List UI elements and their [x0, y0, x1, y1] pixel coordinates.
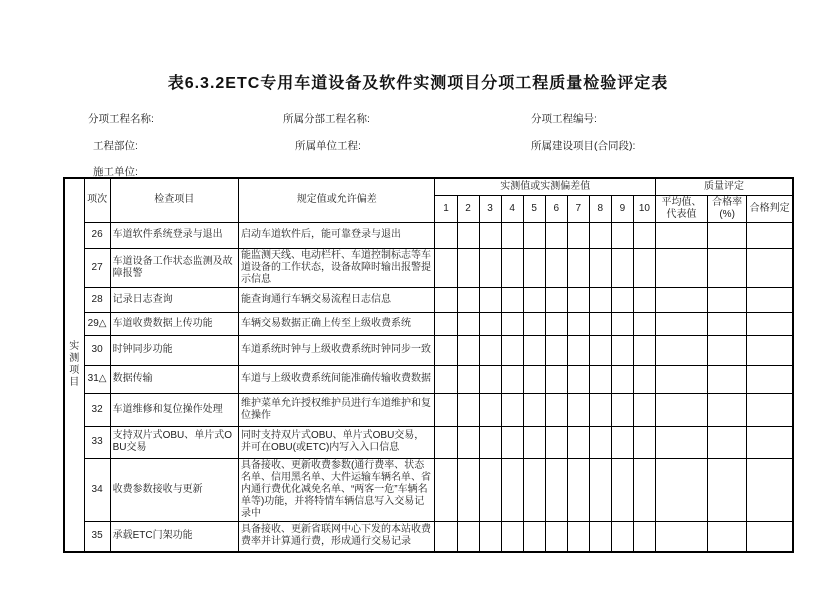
- pass-judgement-cell: [747, 248, 793, 287]
- measured-value-cell: [567, 248, 589, 287]
- measured-value-cell: [523, 365, 545, 393]
- col-header-measured-4: 4: [501, 195, 523, 222]
- measured-value-cell: [545, 335, 567, 365]
- col-group-measured-values: 实测值或实测偏差值: [435, 178, 655, 195]
- measured-value-cell: [435, 248, 457, 287]
- measured-value-cell: [435, 426, 457, 458]
- col-header-measured-3: 3: [479, 195, 501, 222]
- subproject-name-label: 分项工程名称:: [88, 113, 154, 125]
- measured-value-cell: [545, 248, 567, 287]
- row-spec-value: 车道与上级收费系统间能准确传输收费数据: [238, 365, 435, 393]
- measured-value-cell: [501, 521, 523, 552]
- row-inspection-item: 时钟同步功能: [110, 335, 238, 365]
- measured-value-cell: [479, 335, 501, 365]
- measured-value-cell: [457, 222, 479, 248]
- measured-value-cell: [589, 222, 611, 248]
- measured-value-cell: [501, 458, 523, 521]
- measured-value-cell: [589, 393, 611, 426]
- measured-value-cell: [589, 248, 611, 287]
- measured-value-cell: [545, 287, 567, 312]
- pass-rate-cell: [708, 365, 747, 393]
- table-row: [64, 393, 793, 426]
- pass-judgement-cell: [747, 521, 793, 552]
- info-row-1: [63, 111, 795, 126]
- measured-value-cell: [479, 312, 501, 335]
- measured-value-cell: [611, 521, 633, 552]
- row-item-no: 30: [84, 335, 110, 365]
- row-spec-value: 能查询通行车辆交易流程日志信息: [238, 287, 435, 312]
- measured-value-cell: [567, 458, 589, 521]
- quality-inspection-table: [63, 177, 794, 553]
- measured-value-cell: [633, 312, 655, 335]
- measured-value-cell: [589, 521, 611, 552]
- measured-value-cell: [633, 365, 655, 393]
- measured-value-cell: [435, 335, 457, 365]
- measured-value-cell: [567, 222, 589, 248]
- measured-value-cell: [589, 426, 611, 458]
- pass-judgement-cell: [747, 458, 793, 521]
- col-header-spec-value: 规定值或允许偏差: [238, 178, 435, 222]
- col-header-measured-8: 8: [589, 195, 611, 222]
- col-header-pass-judgement: 合格判定: [747, 195, 793, 222]
- measured-value-cell: [567, 426, 589, 458]
- average-value-cell: [655, 393, 707, 426]
- measured-value-cell: [435, 312, 457, 335]
- measured-value-cell: [633, 521, 655, 552]
- pass-rate-cell: [708, 312, 747, 335]
- side-label-measured-items: 实测项目: [64, 178, 84, 552]
- measured-value-cell: [457, 335, 479, 365]
- measured-value-cell: [589, 365, 611, 393]
- contractor-label: 施工单位:: [93, 166, 138, 178]
- measured-value-cell: [523, 521, 545, 552]
- average-value-cell: [655, 458, 707, 521]
- row-item-no: 35: [84, 521, 110, 552]
- info-row-2: [63, 138, 795, 153]
- measured-value-cell: [589, 335, 611, 365]
- measured-value-cell: [435, 393, 457, 426]
- row-inspection-item: 支持双片式OBU、单片式OBU交易: [110, 426, 238, 458]
- measured-value-cell: [589, 287, 611, 312]
- measured-value-cell: [479, 426, 501, 458]
- pass-judgement-cell: [747, 287, 793, 312]
- measured-value-cell: [457, 365, 479, 393]
- row-item-no: 27: [84, 248, 110, 287]
- average-value-cell: [655, 426, 707, 458]
- pass-rate-cell: [708, 521, 747, 552]
- measured-value-cell: [435, 287, 457, 312]
- row-spec-value: 车道系统时钟与上级收费系统时钟同步一致: [238, 335, 435, 365]
- subproject-no-label: 分项工程编号:: [531, 113, 597, 125]
- table-row: [64, 312, 793, 335]
- pass-rate-cell: [708, 458, 747, 521]
- col-header-measured-6: 6: [545, 195, 567, 222]
- col-header-average-value: 平均值、代表值: [655, 195, 707, 222]
- row-spec-value: 具备接收、更新收费参数(通行费率、状态名单、信用黑名单、大件运输车辆名单、省内通行费优化减免名单、“两客一危”车辆名单等)功能，并将特情车辆信息写入交易记录中: [238, 458, 435, 521]
- pass-judgement-cell: [747, 393, 793, 426]
- row-inspection-item: 车道维修和复位操作处理: [110, 393, 238, 426]
- measured-value-cell: [501, 393, 523, 426]
- row-item-no: 26: [84, 222, 110, 248]
- page-title: 表6.3.2ETC专用车道设备及软件实测项目分项工程质量检验评定表: [167, 75, 669, 92]
- average-value-cell: [655, 365, 707, 393]
- table-row: [64, 335, 793, 365]
- measured-value-cell: [457, 458, 479, 521]
- col-header-measured-10: 10: [633, 195, 655, 222]
- measured-value-cell: [523, 335, 545, 365]
- row-item-no: 33: [84, 426, 110, 458]
- measured-value-cell: [633, 287, 655, 312]
- row-inspection-item: 车道收费数据上传功能: [110, 312, 238, 335]
- measured-value-cell: [479, 521, 501, 552]
- work-location-label: 工程部位:: [93, 139, 138, 152]
- table-row: [64, 287, 793, 312]
- measured-value-cell: [523, 393, 545, 426]
- col-header-measured-1: 1: [435, 195, 457, 222]
- measured-value-cell: [633, 458, 655, 521]
- col-header-measured-9: 9: [611, 195, 633, 222]
- table-row: [64, 426, 793, 458]
- row-inspection-item: 数据传输: [110, 365, 238, 393]
- pass-judgement-cell: [747, 335, 793, 365]
- measured-value-cell: [611, 287, 633, 312]
- pass-rate-cell: [708, 335, 747, 365]
- measured-value-cell: [501, 365, 523, 393]
- average-value-cell: [655, 248, 707, 287]
- pass-judgement-cell: [747, 426, 793, 458]
- measured-value-cell: [523, 287, 545, 312]
- row-inspection-item: 记录日志查询: [110, 287, 238, 312]
- measured-value-cell: [501, 248, 523, 287]
- measured-value-cell: [611, 458, 633, 521]
- measured-value-cell: [479, 287, 501, 312]
- measured-value-cell: [457, 426, 479, 458]
- measured-value-cell: [567, 335, 589, 365]
- measured-value-cell: [633, 426, 655, 458]
- pass-rate-cell: [708, 287, 747, 312]
- measured-value-cell: [523, 248, 545, 287]
- table-row: [64, 521, 793, 552]
- col-header-measured-5: 5: [523, 195, 545, 222]
- row-inspection-item: 车道软件系统登录与退出: [110, 222, 238, 248]
- measured-value-cell: [567, 312, 589, 335]
- measured-value-cell: [501, 426, 523, 458]
- col-group-quality-evaluation: 质量评定: [655, 178, 793, 195]
- measured-value-cell: [457, 393, 479, 426]
- measured-value-cell: [567, 521, 589, 552]
- row-inspection-item: 车道设备工作状态监测及故障报警: [110, 248, 238, 287]
- measured-value-cell: [545, 222, 567, 248]
- measured-value-cell: [611, 393, 633, 426]
- measured-value-cell: [545, 458, 567, 521]
- measured-value-cell: [611, 222, 633, 248]
- measured-value-cell: [611, 365, 633, 393]
- measured-value-cell: [589, 458, 611, 521]
- measured-value-cell: [523, 222, 545, 248]
- row-item-no: 28: [84, 287, 110, 312]
- measured-value-cell: [457, 312, 479, 335]
- average-value-cell: [655, 222, 707, 248]
- measured-value-cell: [523, 312, 545, 335]
- measured-value-cell: [567, 393, 589, 426]
- row-inspection-item: 承载ETC门架功能: [110, 521, 238, 552]
- measured-value-cell: [457, 287, 479, 312]
- measured-value-cell: [611, 312, 633, 335]
- row-item-no: 29△: [84, 312, 110, 335]
- row-spec-value: 启动车道软件后，能可靠登录与退出: [238, 222, 435, 248]
- header-row-1: [64, 178, 793, 195]
- table-row: [64, 365, 793, 393]
- measured-value-cell: [545, 312, 567, 335]
- measured-value-cell: [567, 287, 589, 312]
- measured-value-cell: [501, 287, 523, 312]
- average-value-cell: [655, 335, 707, 365]
- measured-value-cell: [501, 222, 523, 248]
- measured-value-cell: [611, 248, 633, 287]
- pass-rate-cell: [708, 222, 747, 248]
- row-item-no: 34: [84, 458, 110, 521]
- average-value-cell: [655, 287, 707, 312]
- pass-rate-cell: [708, 248, 747, 287]
- measured-value-cell: [523, 426, 545, 458]
- parent-division-label: 所属分部工程名称:: [283, 113, 370, 125]
- row-item-no: 32: [84, 393, 110, 426]
- measured-value-cell: [501, 312, 523, 335]
- measured-value-cell: [457, 521, 479, 552]
- measured-value-cell: [567, 365, 589, 393]
- row-inspection-item: 收费参数接收与更新: [110, 458, 238, 521]
- measured-value-cell: [479, 458, 501, 521]
- measured-value-cell: [523, 458, 545, 521]
- measured-value-cell: [633, 393, 655, 426]
- pass-rate-cell: [708, 426, 747, 458]
- measured-value-cell: [457, 248, 479, 287]
- table-row: [64, 248, 793, 287]
- measured-value-cell: [611, 426, 633, 458]
- row-spec-value: 维护菜单允许授权维护员进行车道维护和复位操作: [238, 393, 435, 426]
- measured-value-cell: [479, 222, 501, 248]
- measured-value-cell: [589, 312, 611, 335]
- table-row: [64, 458, 793, 521]
- construction-project-label: 所属建设项目(合同段):: [531, 139, 636, 152]
- row-item-no: 31△: [84, 365, 110, 393]
- measured-value-cell: [435, 521, 457, 552]
- measured-value-cell: [479, 365, 501, 393]
- measured-value-cell: [435, 222, 457, 248]
- measured-value-cell: [611, 335, 633, 365]
- measured-value-cell: [435, 365, 457, 393]
- measured-value-cell: [633, 248, 655, 287]
- measured-value-cell: [435, 458, 457, 521]
- pass-rate-cell: [708, 393, 747, 426]
- col-header-pass-rate: 合格率(%): [708, 195, 747, 222]
- average-value-cell: [655, 521, 707, 552]
- measured-value-cell: [479, 393, 501, 426]
- pass-judgement-cell: [747, 312, 793, 335]
- row-spec-value: 车辆交易数据正确上传至上级收费系统: [238, 312, 435, 335]
- measured-value-cell: [545, 365, 567, 393]
- row-spec-value: 具备接收、更新省联网中心下发的本站收费费率并计算通行费，形成通行交易记录: [238, 521, 435, 552]
- measured-value-cell: [633, 222, 655, 248]
- col-header-item-no: 项次: [84, 178, 110, 222]
- measured-value-cell: [633, 335, 655, 365]
- measured-value-cell: [545, 426, 567, 458]
- measured-value-cell: [501, 335, 523, 365]
- table-row: [64, 222, 793, 248]
- measured-value-cell: [545, 393, 567, 426]
- row-spec-value: 能监测天线、电动栏杆、车道控制标志等车道设备的工作状态，设备故障时输出报警提示信息: [238, 248, 435, 287]
- average-value-cell: [655, 312, 707, 335]
- measured-value-cell: [545, 521, 567, 552]
- col-header-measured-2: 2: [457, 195, 479, 222]
- row-spec-value: 同时支持双片式OBU、单片式OBU交易，并可在OBU(或ETC)内写入入口信息: [238, 426, 435, 458]
- col-header-inspection-item: 检查项目: [110, 178, 238, 222]
- pass-judgement-cell: [747, 222, 793, 248]
- col-header-measured-7: 7: [567, 195, 589, 222]
- measured-value-cell: [479, 248, 501, 287]
- pass-judgement-cell: [747, 365, 793, 393]
- parent-unit-label: 所属单位工程:: [295, 139, 361, 152]
